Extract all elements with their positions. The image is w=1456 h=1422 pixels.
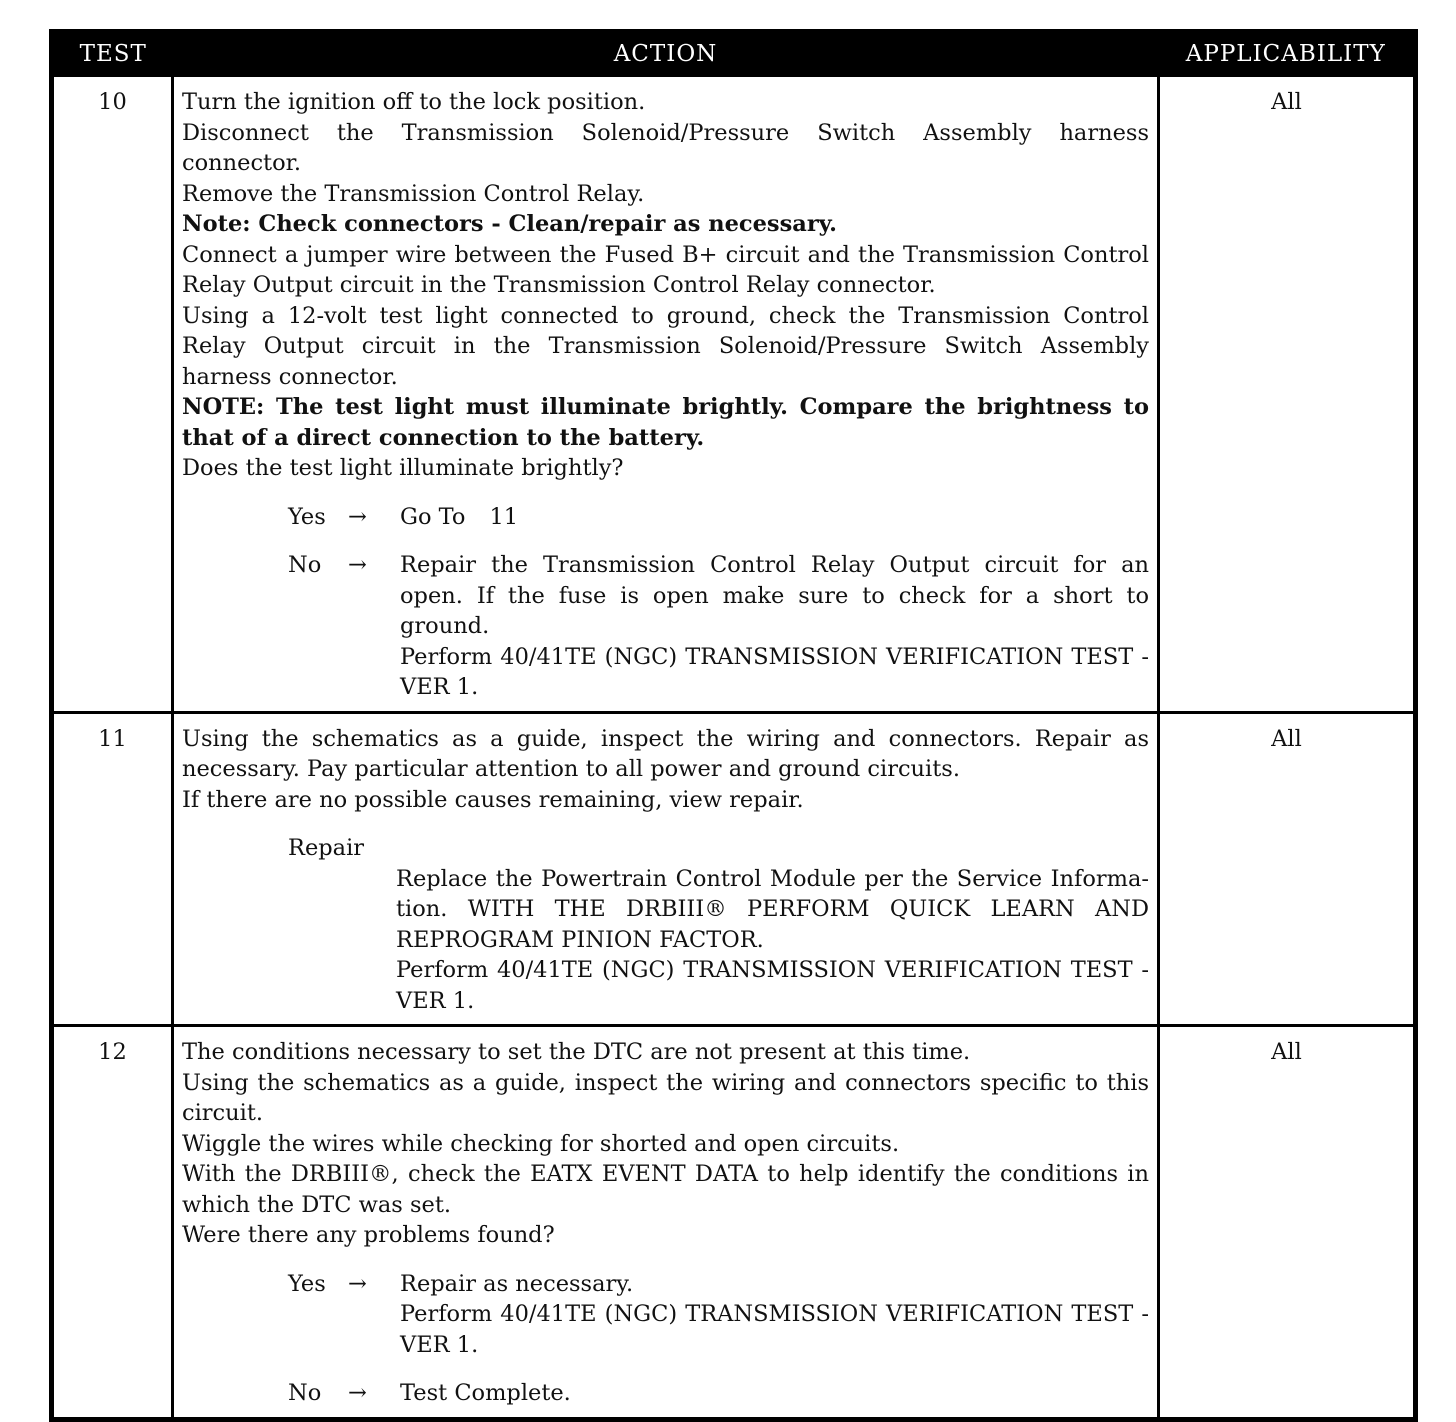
branch-result: Test Complete. xyxy=(400,1380,571,1406)
test-number: 10 xyxy=(52,76,173,713)
action-line: Wiggle the wires while checking for shorted and open circuits. xyxy=(182,1130,900,1157)
result-line: Perform 40/41TE (NGC) TRANSMISSION VERIFICATION TEST - VER 1. xyxy=(396,957,1149,1014)
yes-branch xyxy=(288,502,1149,533)
action-line: Using the schematics as a guide, inspect the wiring and connectors. Repair as necessary. Pay particular attention to all power and ground circuits. xyxy=(182,725,1149,782)
no-label: No xyxy=(288,1380,322,1406)
note-line: Note: Check connectors - Clean/repair as necessary. xyxy=(182,211,837,237)
result-line: Perform 40/41TE (NGC) TRANSMISSION VERIFICATION TEST - VER 1. xyxy=(400,1301,1149,1358)
repair-text xyxy=(396,864,1149,1017)
result-line: Replace the Powertrain Control Module per the Service Informa-tion. WITH THE DRBIII® PERFORM QUICK LEARN AND REPROGRAM PINION FACTOR. xyxy=(396,865,1149,953)
test-number: 12 xyxy=(52,1026,173,1420)
action-line: Connect a jumper wire between the Fused B+ circuit and the Transmission Control Relay Output circuit in the Transmission Control Relay connector. xyxy=(182,241,1149,298)
yes-branch xyxy=(288,1269,1149,1361)
arrow-icon: → xyxy=(348,552,367,578)
goto-test-number: 11 xyxy=(489,503,519,530)
action-line: Remove the Transmission Control Relay. xyxy=(182,180,645,207)
table-row xyxy=(52,712,1416,1026)
action-line: If there are no possible causes remaining, view repair. xyxy=(182,786,804,813)
no-label: No xyxy=(288,552,322,578)
header-applicability: APPLICABILITY xyxy=(1159,32,1416,76)
header-test: TEST xyxy=(52,32,173,76)
result-line: Perform 40/41TE (NGC) TRANSMISSION VERIFICATION TEST - VER 1. xyxy=(400,643,1149,700)
repair-label: Repair xyxy=(288,835,365,861)
yes-label: Yes xyxy=(288,1270,326,1297)
action-cell xyxy=(173,1026,1159,1420)
branch-result xyxy=(400,550,1149,703)
table-row xyxy=(52,76,1416,713)
action-cell xyxy=(173,712,1159,1026)
arrow-icon: → xyxy=(348,1270,367,1297)
result-line: Repair as necessary. xyxy=(400,1270,634,1297)
test-number: 11 xyxy=(52,712,173,1026)
action-line: Turn the ignition off to the lock position. xyxy=(182,89,646,115)
note-line: NOTE: The test light must illuminate brightly. Compare the brightness to that of a direct connection to the battery. xyxy=(182,394,1149,451)
question-line: Does the test light illuminate brightly? xyxy=(182,455,624,481)
table-header-row xyxy=(52,32,1416,76)
question-line: Were there any problems found? xyxy=(182,1222,555,1248)
table-row xyxy=(52,1026,1416,1420)
header-action: ACTION xyxy=(173,32,1159,76)
result-line: Repair the Transmission Control Relay Output circuit for an open. If the fuse is open make sure to check for a short to ground. xyxy=(400,552,1149,639)
applicability-cell: All xyxy=(1159,712,1416,1026)
applicability-cell: All xyxy=(1159,1026,1416,1420)
arrow-icon: → xyxy=(348,1380,367,1406)
yes-label: Yes xyxy=(288,503,326,530)
branch-result xyxy=(400,502,1149,533)
action-line: Disconnect the Transmission Solenoid/Pressure Switch Assembly harness connector. xyxy=(182,119,1149,176)
action-line: With the DRBIII®, check the EATX EVENT DATA to help identify the conditions in which the DTC was set. xyxy=(182,1161,1149,1218)
diagnostic-test-table xyxy=(49,29,1418,1422)
action-line: Using the schematics as a guide, inspect the wiring and connectors specific to this circuit. xyxy=(182,1069,1149,1126)
applicability-cell: All xyxy=(1159,76,1416,713)
goto-link: Go To xyxy=(400,503,466,530)
repair-branch xyxy=(288,833,1149,1016)
branch-result xyxy=(400,1269,1149,1361)
action-line: The conditions necessary to set the DTC are not present at this time. xyxy=(182,1039,971,1065)
arrow-icon: → xyxy=(348,503,367,530)
action-line: Using a 12-volt test light connected to ground, check the Transmission Control Relay Output circuit in the Transmission Solenoid/Pressure Switch Assembly harness connector. xyxy=(182,302,1149,390)
action-cell xyxy=(173,76,1159,713)
no-branch xyxy=(288,550,1149,703)
